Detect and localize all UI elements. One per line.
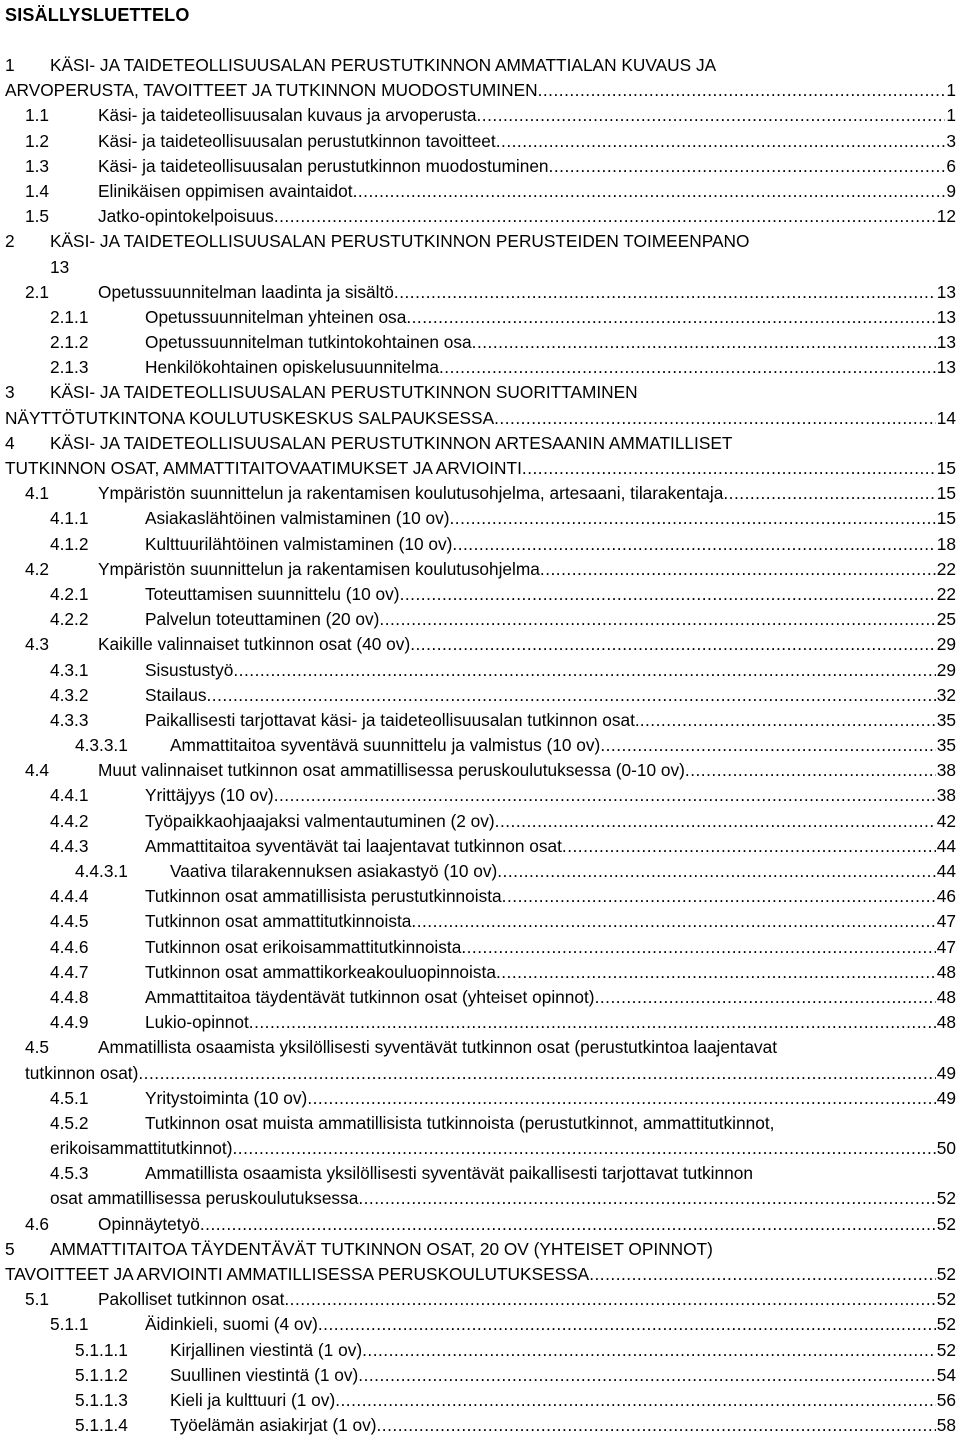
toc-entry[interactable] — [0, 1161, 960, 1211]
dot-leader — [522, 456, 936, 481]
toc-entry[interactable] — [0, 960, 960, 985]
toc-entry-title: Yritystoiminta (10 ov) — [145, 1087, 308, 1108]
toc-entry-title-continued: TAVOITTEET JA ARVIOINTI AMMATILLISESSA PERUSKOULUTUKSESSA — [5, 1264, 590, 1284]
toc-page-number: 13 — [936, 332, 956, 353]
toc-entry[interactable] — [0, 909, 960, 934]
toc-entry[interactable] — [0, 506, 960, 531]
toc-entry-title: Ammattitaitoa täydentävät tutkinnon osat (yhteiset opinnot) — [145, 986, 595, 1007]
toc-entry[interactable] — [0, 1363, 960, 1388]
toc-entry-number: 4.5.1 — [50, 1087, 89, 1108]
toc-entry[interactable] — [0, 884, 960, 909]
toc-entry-number: 1.3 — [25, 155, 50, 176]
toc-page-number: 1 — [946, 105, 956, 126]
dot-leader — [358, 1186, 935, 1211]
toc-entry[interactable] — [0, 1086, 960, 1111]
dot-leader — [538, 78, 946, 103]
toc-entry-number: 1 — [5, 55, 15, 75]
toc-entry-title-continued: tutkinnon osat) — [25, 1062, 139, 1083]
toc-entry[interactable] — [0, 607, 960, 632]
toc-entry-number: 4.3.3.1 — [75, 735, 128, 756]
toc-entry-title: Tutkinnon osat ammattikorkeakouluopinnoista — [145, 961, 496, 982]
dot-leader — [274, 783, 936, 808]
toc-entry[interactable] — [0, 154, 960, 179]
toc-entry-title: Palvelun toteuttaminen (20 ov) — [145, 609, 380, 630]
table-of-contents — [0, 53, 960, 1438]
toc-entry-number: 4.4.4 — [50, 886, 89, 907]
toc-entry-number: 5.1 — [25, 1289, 50, 1310]
toc-entry-title: Kieli ja kulttuuri (1 ov) — [170, 1389, 336, 1410]
toc-entry-title: KÄSI- JA TAIDETEOLLISUUSALAN PERUSTUTKINNON ARTESAANIN AMMATILLISET — [50, 432, 733, 453]
toc-entry-number: 4.5 — [25, 1037, 50, 1058]
toc-entry-number: 2.1.1 — [50, 306, 89, 327]
toc-entry-number: 3 — [5, 382, 15, 403]
toc-page-number: 42 — [936, 810, 956, 831]
toc-entry-number: 4.6 — [25, 1213, 50, 1234]
toc-entry[interactable] — [0, 783, 960, 808]
dot-leader — [723, 481, 935, 506]
toc-entry-title: Ammattitaitoa syventävät tai laajentavat tutkinnon osat — [145, 835, 562, 856]
dot-leader — [497, 859, 936, 884]
toc-entry-number: 4.3 — [25, 634, 50, 655]
dot-leader — [274, 204, 936, 229]
toc-entry[interactable] — [0, 53, 960, 103]
dot-leader — [494, 406, 936, 431]
toc-page-number: 32 — [936, 684, 956, 705]
toc-entry-title: Asiakaslähtöinen valmistaminen (10 ov) — [145, 508, 450, 529]
toc-page-number: 48 — [936, 986, 956, 1007]
toc-entry-title: Suullinen viestintä (1 ov) — [170, 1364, 359, 1385]
toc-entry-number: 1.5 — [25, 206, 50, 227]
toc-entry-title: Lukio-opinnot — [145, 1012, 249, 1033]
toc-entry[interactable] — [0, 1010, 960, 1035]
dot-leader — [206, 683, 935, 708]
dot-leader — [562, 834, 936, 859]
toc-entry[interactable] — [0, 1388, 960, 1413]
toc-entry-title: Käsi- ja taideteollisuusalan perustutkinnon tavoitteet — [98, 130, 496, 151]
toc-entry[interactable] — [0, 658, 960, 683]
toc-page-number: 13 — [936, 281, 956, 302]
toc-entry-number: 4.1.1 — [50, 508, 89, 529]
toc-page-number: 3 — [946, 130, 956, 151]
toc-entry-number: 2.1.3 — [50, 357, 89, 378]
dot-leader — [496, 129, 946, 154]
toc-entry-number: 1.4 — [25, 180, 50, 201]
toc-entry[interactable] — [0, 582, 960, 607]
toc-entry-number: 5 — [5, 1238, 15, 1259]
toc-entry-title: Vaativa tilarakennuksen asiakastyö (10 ov) — [170, 861, 498, 881]
toc-entry-number: 4.4.3 — [50, 835, 89, 856]
toc-entry-title-continued: NÄYTTÖTUTKINTONA KOULUTUSKESKUS SALPAUKSESSA — [5, 407, 495, 428]
toc-entry[interactable] — [0, 708, 960, 733]
dot-leader — [472, 330, 936, 355]
dot-leader — [284, 1287, 935, 1312]
toc-entry-title: Ympäristön suunnittelun ja rakentamisen koulutusohjelma — [98, 558, 540, 579]
toc-page-number: 38 — [936, 760, 956, 781]
dot-leader — [232, 1136, 935, 1161]
toc-entry-title: Ammattitaitoa syventävä suunnittelu ja valmistus (10 ov) — [170, 735, 601, 756]
toc-entry-title: Työpaikkaohjaajaksi valmentautuminen (2 ov) — [145, 810, 495, 831]
toc-entry-title: Kaikille valinnaiset tutkinnon osat (40 ov) — [98, 634, 411, 655]
toc-entry-title: Henkilökohtainen opiskelusuunnitelma — [145, 357, 439, 378]
toc-entry-title-continued: erikoisammattitutkinnot) — [50, 1138, 233, 1159]
toc-page-number: 48 — [936, 961, 956, 982]
dot-leader — [461, 935, 935, 960]
dot-leader — [600, 733, 935, 758]
toc-entry[interactable] — [0, 103, 960, 128]
toc-page-number: 13 — [936, 357, 956, 378]
toc-entry[interactable] — [0, 683, 960, 708]
dot-leader — [410, 632, 936, 657]
dot-leader — [450, 506, 936, 531]
toc-entry-title: Opetussuunnitelman laadinta ja sisältö — [98, 281, 394, 302]
toc-page-number: 56 — [936, 1389, 956, 1410]
toc-entry-title: Tutkinnon osat ammattitutkinnoista — [145, 911, 412, 932]
dot-leader — [307, 1086, 935, 1111]
toc-page-number: 44 — [936, 861, 956, 881]
toc-entry-title: Tutkinnon osat ammatillisista perustutkinnoista — [145, 886, 502, 907]
dot-leader — [540, 557, 936, 582]
toc-entry[interactable] — [0, 129, 960, 154]
toc-page-number: 15 — [936, 483, 956, 504]
toc-entry-title: Äidinkieli, suomi (4 ov) — [145, 1314, 318, 1335]
toc-page-number: 44 — [936, 835, 956, 856]
toc-entry-title: Sisustustyö — [145, 659, 234, 680]
toc-entry-title: Muut valinnaiset tutkinnon osat ammatillisessa peruskoulutuksessa (0-10 ov) — [98, 760, 685, 781]
dot-leader — [400, 582, 936, 607]
toc-entry-number: 1.1 — [25, 105, 50, 126]
toc-page-number: 35 — [936, 709, 956, 730]
toc-entry-number: 1.2 — [25, 130, 50, 151]
dot-leader — [379, 607, 935, 632]
dot-leader — [335, 1388, 936, 1413]
toc-entry-title: Tutkinnon osat erikoisammattitutkinnoista — [145, 936, 462, 957]
toc-entry-number: 5.1.1 — [50, 1314, 89, 1335]
toc-entry[interactable] — [0, 532, 960, 557]
toc-entry-number: 4.5.3 — [50, 1163, 89, 1184]
toc-title: SISÄLLYSLUETTELO — [5, 5, 190, 25]
dot-leader — [589, 1262, 936, 1287]
toc-entry[interactable] — [0, 985, 960, 1010]
dot-leader — [233, 658, 935, 683]
toc-page-number: 18 — [936, 533, 956, 554]
toc-entry-number: 4.2.1 — [50, 583, 89, 604]
toc-entry-number: 5.1.1.2 — [75, 1364, 128, 1385]
dot-leader — [138, 1061, 935, 1086]
toc-page-number: 47 — [936, 911, 956, 932]
toc-entry-title: Opetussuunnitelman tutkintokohtainen osa — [145, 332, 472, 353]
toc-entry[interactable] — [0, 1237, 960, 1287]
toc-entry[interactable] — [0, 935, 960, 960]
dot-leader — [640, 708, 936, 733]
toc-page-number: 1 — [946, 80, 956, 101]
toc-entry-title: Käsi- ja taideteollisuusalan kuvaus ja arvoperusta — [98, 105, 477, 126]
dot-leader — [439, 355, 936, 380]
toc-entry-number: 5.1.1.3 — [75, 1389, 128, 1410]
dot-leader — [502, 884, 936, 909]
toc-entry-title: Yrittäjyys (10 ov) — [145, 785, 274, 806]
toc-entry-number: 5.1.1.4 — [75, 1415, 128, 1436]
toc-page-number: 15 — [936, 458, 956, 478]
toc-entry-title: Ammatillista osaamista yksilöllisesti syventävät paikallisesti tarjottavat tutkinnon — [145, 1163, 753, 1184]
toc-entry[interactable] — [0, 229, 960, 279]
dot-leader — [318, 1312, 936, 1337]
toc-entry-title: KÄSI- JA TAIDETEOLLISUUSALAN PERUSTUTKINNON AMMATTIALAN KUVAUS JA — [50, 55, 717, 75]
toc-entry-number: 4.2.2 — [50, 609, 89, 630]
toc-entry-title: Stailaus — [145, 684, 207, 705]
toc-page-number: 13 — [936, 306, 956, 327]
dot-leader — [353, 179, 946, 204]
dot-leader — [685, 758, 936, 783]
toc-entry-title: Tutkinnon osat muista ammatillisista tutkinnoista (perustutkinnot, ammattitutkinnot, — [145, 1112, 775, 1133]
dot-leader — [595, 985, 936, 1010]
toc-entry[interactable] — [0, 557, 960, 582]
toc-entry-number: 4.3.2 — [50, 684, 89, 705]
toc-entry-title: Ammatillista osaamista yksilöllisesti syventävät tutkinnon osat (perustutkintoa laajentavat — [98, 1037, 778, 1058]
toc-entry-number: 4.2 — [25, 558, 50, 579]
toc-entry[interactable] — [0, 431, 960, 481]
toc-entry[interactable] — [0, 1035, 960, 1085]
toc-entry-number: 2 — [5, 231, 15, 252]
toc-entry-number: 4.3.3 — [50, 709, 89, 730]
dot-leader — [496, 960, 936, 985]
dot-leader — [358, 1363, 935, 1388]
toc-entry-number: 4.4.5 — [50, 911, 89, 932]
toc-entry[interactable] — [0, 330, 960, 355]
toc-entry[interactable] — [0, 632, 960, 657]
dot-leader — [452, 532, 935, 557]
dot-leader — [495, 809, 936, 834]
toc-entry-number: 4.4.8 — [50, 986, 89, 1007]
toc-entry-title: Opinnäytetyö — [98, 1213, 200, 1234]
toc-page-number: 6 — [946, 155, 956, 176]
toc-entry-title: Ympäristön suunnittelun ja rakentamisen koulutusohjelma, artesaani, tilarakentaja — [98, 483, 724, 504]
toc-entry-number: 4.4.9 — [50, 1012, 89, 1033]
toc-entry-title: Jatko-opintokelpoisuus — [98, 206, 274, 227]
toc-entry[interactable] — [0, 280, 960, 305]
toc-entry-number: 4.1.2 — [50, 533, 89, 554]
toc-entry[interactable] — [0, 859, 960, 884]
toc-page-number: 46 — [936, 886, 956, 907]
toc-entry-title: KÄSI- JA TAIDETEOLLISUUSALAN PERUSTUTKINNON SUORITTAMINEN — [50, 382, 638, 403]
toc-entry[interactable] — [0, 1287, 960, 1312]
toc-entry-title: Opetussuunnitelman yhteinen osa — [145, 306, 407, 327]
dot-leader — [411, 909, 935, 934]
toc-page-number: 50 — [936, 1138, 956, 1159]
toc-page-number: 52 — [936, 1339, 956, 1360]
toc-entry-title: Kirjallinen viestintä (1 ov) — [170, 1339, 363, 1360]
toc-page-number: 29 — [936, 634, 956, 655]
toc-page-number: 22 — [936, 558, 956, 579]
toc-page-number: 22 — [936, 583, 956, 604]
toc-entry-number: 4.4.6 — [50, 936, 89, 957]
toc-entry-title: KÄSI- JA TAIDETEOLLISUUSALAN PERUSTUTKINNON PERUSTEIDEN TOIMEENPANO — [50, 231, 750, 252]
toc-entry[interactable] — [0, 1413, 960, 1438]
toc-entry-number: 4.4.3.1 — [75, 861, 128, 881]
toc-entry-number: 4.4.2 — [50, 810, 89, 831]
toc-entry-number: 4.4.7 — [50, 961, 89, 982]
dot-leader — [249, 1010, 936, 1035]
toc-entry[interactable] — [0, 733, 960, 758]
toc-page-number: 14 — [936, 407, 956, 428]
toc-page-number: 49 — [936, 1087, 956, 1108]
toc-entry-title-continued: osat ammatillisessa peruskoulutuksessa — [50, 1188, 359, 1209]
dot-leader — [394, 280, 936, 305]
toc-entry-title: AMMATTITAITOA TÄYDENTÄVÄT TUTKINNON OSAT, 20 OV (YHTEISET OPINNOT) — [50, 1238, 713, 1259]
toc-page-number: 49 — [936, 1062, 956, 1083]
toc-page-number: 47 — [936, 936, 956, 957]
toc-page-number: 35 — [936, 735, 956, 756]
toc-entry[interactable] — [0, 758, 960, 783]
toc-entry-title-continued: ARVOPERUSTA, TAVOITTEET JA TUTKINNON MUODOSTUMINEN — [5, 80, 538, 101]
toc-entry-number: 4 — [5, 432, 15, 453]
toc-entry-title: Paikallisesti tarjottavat käsi- ja taideteollisuusalan tutkinnon osat. — [145, 709, 640, 730]
toc-page-number: 13 — [50, 256, 70, 277]
toc-page-number: 38 — [936, 785, 956, 806]
toc-page-number: 52 — [936, 1264, 956, 1284]
toc-entry-number: 4.4.1 — [50, 785, 89, 806]
toc-entry[interactable] — [0, 834, 960, 859]
toc-entry-title: Pakolliset tutkinnon osat — [98, 1289, 285, 1310]
dot-leader — [406, 305, 935, 330]
toc-entry-number: 4.5.2 — [50, 1112, 89, 1133]
toc-page-number: 52 — [936, 1289, 956, 1310]
toc-entry[interactable] — [0, 355, 960, 380]
toc-entry[interactable] — [0, 305, 960, 330]
toc-entry[interactable] — [0, 1111, 960, 1161]
toc-page-number: 29 — [936, 659, 956, 680]
toc-entry[interactable] — [0, 179, 960, 204]
dot-leader — [200, 1212, 936, 1237]
toc-page-number: 52 — [936, 1314, 956, 1335]
toc-page-number: 25 — [936, 609, 956, 630]
toc-entry-title-continued: TUTKINNON OSAT, AMMATTITAITOVAATIMUKSET JA ARVIOINTI — [5, 458, 522, 478]
dot-leader — [362, 1338, 936, 1363]
toc-entry-number: 5.1.1.1 — [75, 1339, 128, 1360]
toc-entry-number: 4.1 — [25, 483, 50, 504]
toc-entry-number: 2.1 — [25, 281, 50, 302]
toc-entry-number: 4.4 — [25, 760, 50, 781]
toc-entry-title: Toteuttamisen suunnittelu (10 ov) — [145, 583, 400, 604]
toc-page-number: 12 — [936, 206, 956, 227]
toc-page-number: 52 — [936, 1188, 956, 1209]
toc-page-number: 58 — [936, 1415, 956, 1436]
dot-leader — [476, 103, 945, 128]
toc-entry[interactable] — [0, 481, 960, 506]
toc-page-number: 9 — [946, 180, 956, 201]
toc-entry[interactable] — [0, 1212, 960, 1237]
toc-entry[interactable] — [0, 204, 960, 229]
toc-entry-title: Elinikäisen oppimisen avaintaidot — [98, 180, 353, 201]
toc-page-number: 48 — [936, 1012, 956, 1033]
toc-entry[interactable] — [0, 1338, 960, 1363]
dot-leader — [549, 154, 946, 179]
toc-entry[interactable] — [0, 1312, 960, 1337]
toc-page-number: 52 — [936, 1213, 956, 1234]
toc-entry-title: Käsi- ja taideteollisuusalan perustutkinnon muodostuminen — [98, 155, 549, 176]
toc-entry-title: Kulttuurilähtöinen valmistaminen (10 ov) — [145, 533, 453, 554]
toc-page-number: 54 — [936, 1364, 956, 1385]
toc-entry[interactable] — [0, 809, 960, 834]
dot-leader — [377, 1413, 936, 1438]
toc-page-number: 15 — [936, 508, 956, 529]
toc-entry-title: Työelämän asiakirjat (1 ov) — [170, 1415, 377, 1436]
toc-entry-number: 2.1.2 — [50, 332, 89, 353]
toc-entry[interactable] — [0, 380, 960, 430]
toc-entry-number: 4.3.1 — [50, 659, 89, 680]
